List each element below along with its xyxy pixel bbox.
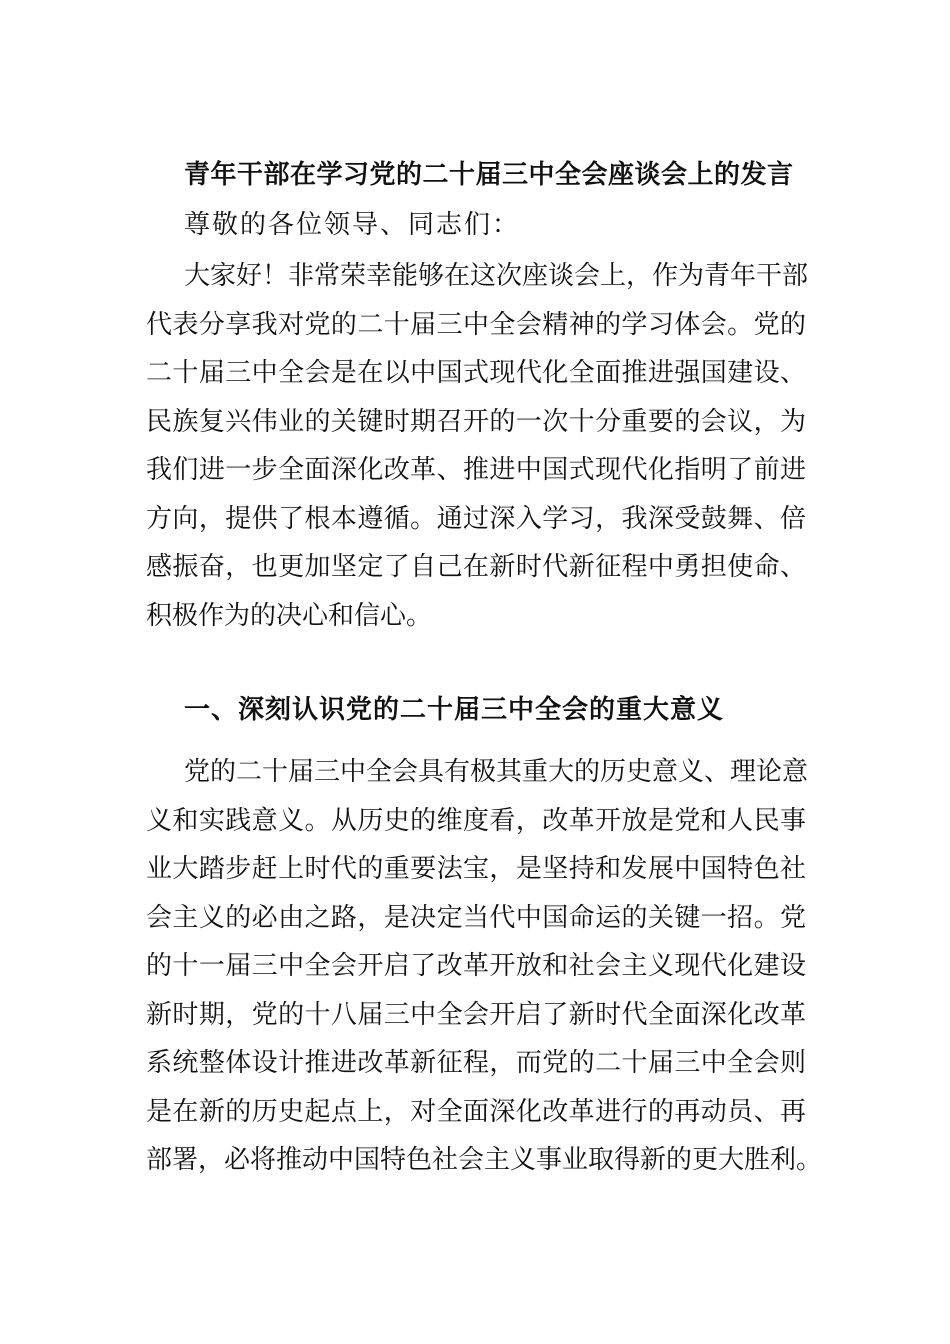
paragraph-line: 二十届三中全会是在以中国式现代化全面推进强国建设、 <box>146 358 806 388</box>
paragraph-line: 大家好！非常荣幸能够在这次座谈会上，作为青年干部 <box>184 261 809 291</box>
paragraph-line: 党的二十届三中全会具有极其重大的历史意义、理论意 <box>184 757 809 787</box>
paragraph-line: 我们进一步全面深化改革、推进中国式现代化指明了前进 <box>146 455 806 485</box>
paragraph-line: 会主义的必由之路，是决定当代中国命运的关键一招。党 <box>146 902 806 933</box>
greeting: 尊敬的各位领导、同志们： <box>184 210 521 240</box>
paragraph-line: 部署，必将推动中国特色社会主义事业取得新的更大胜利。 <box>146 1145 823 1175</box>
paragraph-line: 义和实践意义。从历史的维度看，改革开放是党和人民事 <box>146 805 806 836</box>
paragraph-line: 是在新的历史起点上，对全面深化改革进行的再动员、再 <box>146 1096 806 1127</box>
paragraph-line: 民族复兴伟业的关键时期召开的一次十分重要的会议，为 <box>146 406 806 437</box>
paragraph-line: 方向，提供了根本遵循。通过深入学习，我深受鼓舞、倍 <box>146 503 806 534</box>
section-paragraph <box>146 748 823 1185</box>
paragraph-line: 新时期，党的十八届三中全会开启了新时代全面深化改革 <box>146 999 806 1030</box>
document-title: 青年干部在学习党的二十届三中全会座谈会上的发言 <box>184 160 794 190</box>
paragraph-line: 积极作为的决心和信心。 <box>146 600 433 631</box>
intro-paragraph <box>146 252 809 640</box>
paragraph-line: 的十一届三中全会开启了改革开放和社会主义现代化建设 <box>146 951 806 981</box>
paragraph-line: 业大踏步赶上时代的重要法宝，是坚持和发展中国特色社 <box>146 854 806 884</box>
section-heading: 一、深刻认识党的二十届三中全会的重大意义 <box>184 695 725 725</box>
paragraph-line: 代表分享我对党的二十届三中全会精神的学习体会。党的 <box>146 309 806 340</box>
paragraph-line: 感振奋，也更加坚定了自己在新时代新征程中勇担使命、 <box>146 552 806 582</box>
paragraph-line: 系统整体设计推进改革新征程，而党的二十届三中全会则 <box>146 1048 806 1078</box>
